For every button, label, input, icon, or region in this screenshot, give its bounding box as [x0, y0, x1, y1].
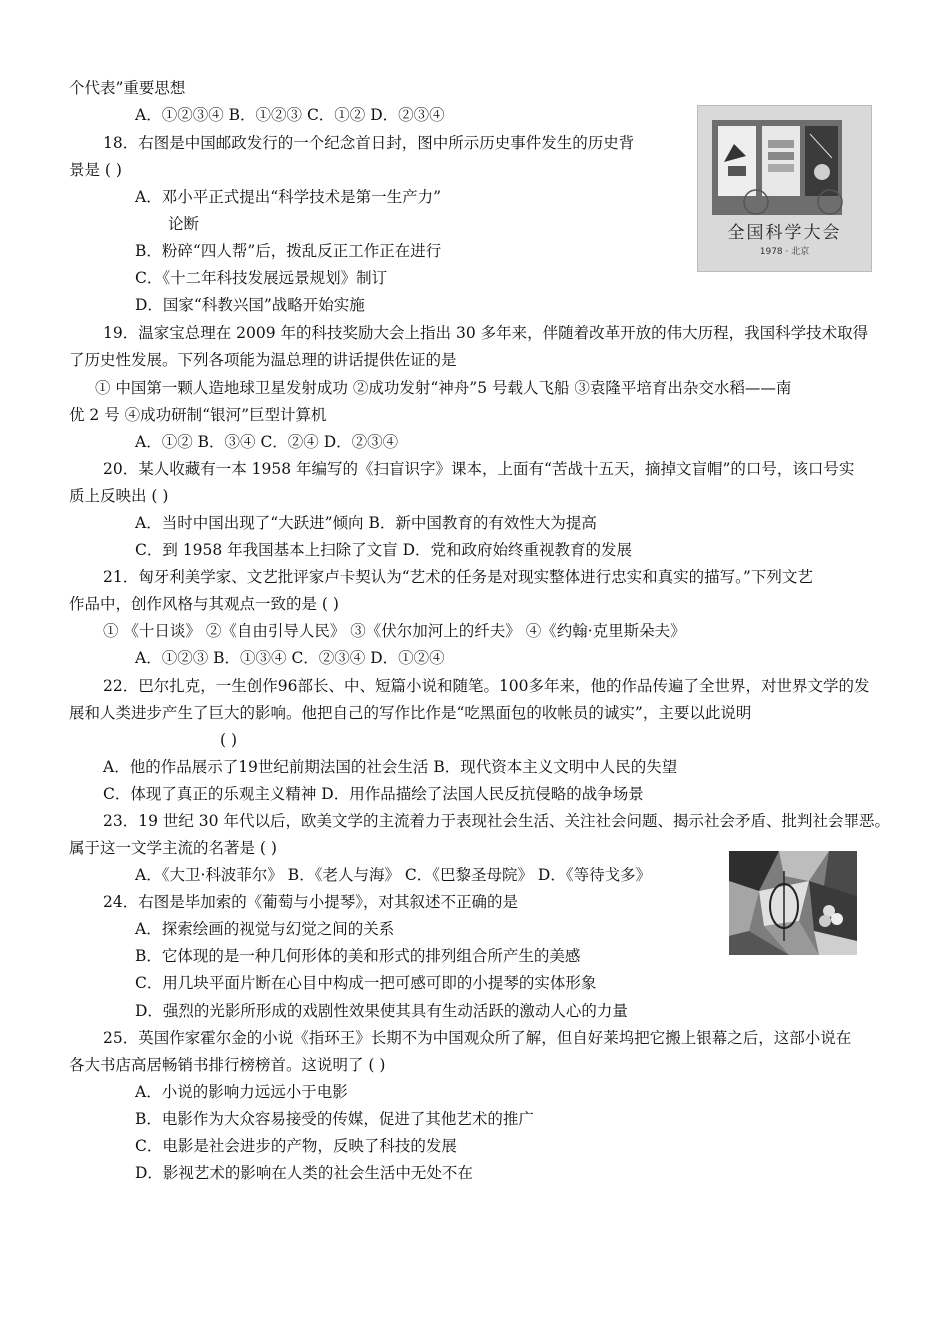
q24-option-c: C．用几块平面片断在心目中构成一把可感可即的小提琴的实体形象	[135, 974, 597, 992]
q24-option-a: A．探索绘画的视觉与幻觉之间的关系	[135, 920, 395, 938]
stamp-subcaption: 1978 · 北京	[759, 247, 810, 257]
q24-option-d: D．强烈的光影所形成的戏剧性效果使其具有生动活跃的激动人心的力量	[135, 1002, 628, 1020]
q25-stem: 各大书店高居畅销书排行榜榜首。这说明了 ( )	[69, 1056, 386, 1074]
q21-stem: 21．匈牙利美学家、文艺批评家卢卡契认为“艺术的任务是对现实整体进行忠实和真实的描写。”下列文艺	[103, 568, 813, 586]
q20-stem: 20．某人收藏有一本 1958 年编写的《扫盲识字》课本，上面有“苦战十五天，摘掉文盲帽”的口号，该口号实	[103, 460, 855, 478]
q20-stem: 质上反映出 ( )	[69, 487, 169, 505]
q21-stem: 作品中，创作风格与其观点一致的是 ( )	[69, 595, 339, 613]
q24-stem: 24．右图是毕加索的《葡萄与小提琴》，对其叙述不正确的是	[103, 893, 518, 911]
q23-stem: 23．19 世纪 30 年代以后，欧美文学的主流着力于表现社会生活、关注社会问题、揭示社会矛盾、批判社会罪恶。	[103, 812, 890, 830]
q19-stem: 了历史性发展。下列各项能为温总理的讲话提供佐证的是	[69, 351, 457, 369]
q25-option-d: D．影视艺术的影响在人类的社会生活中无处不在	[135, 1164, 473, 1182]
stamp-sheet-image	[697, 105, 872, 272]
q19-stem: 19．温家宝总理在 2009 年的科技奖励大会上指出 30 多年来，伴随着改革开放的伟大历程，我国科学技术取得	[103, 324, 869, 342]
q22-stem: 展和人类进步产生了巨大的影响。他把自己的写作比作是“吃黑面包的收帐员的诚实”，主要以此说明	[69, 704, 752, 722]
q21-items: ① 《十日谈》 ②《自由引导人民》 ③《伏尔加河上的纤夫》 ④《约翰·克里斯朵夫》	[103, 622, 686, 640]
q25-option-a: A．小说的影响力远远小于电影	[135, 1083, 348, 1101]
q22-stem: 22．巴尔扎克，一生创作96部长、中、短篇小说和随笔。100多年来，他的作品传遍了全世界，对世界文学的发	[103, 677, 870, 695]
q21-options: A．①②③ B．①③④ C．②③④ D．①②④	[135, 649, 445, 667]
q20-options: C．到 1958 年我国基本上扫除了文盲 D．党和政府始终重视教育的发展	[135, 541, 633, 559]
q25-option-c: C．电影是社会进步的产物，反映了科技的发展	[135, 1137, 457, 1155]
q18-stem: 景是 ( )	[69, 161, 122, 179]
q18-option-c: C．《十二年科技发展远景规划》制订	[135, 269, 388, 287]
q22-options: A．他的作品展示了19世纪前期法国的社会生活 B．现代资本主义文明中人民的失望	[103, 758, 678, 776]
q18-option-d: D．国家“科教兴国”战略开始实施	[135, 296, 365, 314]
q22-stem: ( )	[220, 731, 238, 749]
q18-option-a: A．邓小平正式提出“科学技术是第一生产力”	[135, 188, 442, 206]
picasso-painting-image	[729, 851, 857, 955]
q22-options: C．体现了真正的乐观主义精神 D．用作品描绘了法国人民反抗侵略的战争场景	[103, 785, 644, 803]
q18-stem: 18．右图是中国邮政发行的一个纪念首日封，图中所示历史事件发生的历史背	[103, 134, 635, 152]
q23-stem: 属于这一文学主流的名著是 ( )	[69, 839, 277, 857]
q18-option-b: B．粉碎“四人帮”后，拨乱反正工作正在进行	[135, 242, 442, 260]
q25-stem: 25．英国作家霍尔金的小说《指环王》长期不为中国观众所了解，但自好莱坞把它搬上银幕之后，这部小说在	[103, 1029, 852, 1047]
q20-options: A．当时中国出现了“大跃进”倾向 B．新中国教育的有效性大为提高	[135, 514, 597, 532]
q19-items: ① 中国第一颗人造地球卫星发射成功 ②成功发射“神舟”5 号载人飞船 ③袁隆平培育出杂交水稻——南	[95, 379, 792, 397]
q24-option-b: B．它体现的是一种几何形体的美和形式的排列组合所产生的美感	[135, 947, 581, 965]
stamp-caption: 全国科学大会	[727, 223, 842, 243]
q17-options: A．①②③④ B．①②③ C．①② D．②③④	[135, 106, 445, 124]
q25-option-b: B．电影作为大众容易接受的传媒，促进了其他艺术的推广	[135, 1110, 534, 1128]
text-line: 个代表”重要思想	[69, 79, 186, 97]
q18-option-a: 论断	[168, 215, 200, 233]
q19-items: 优 2 号 ④成功研制“银河”巨型计算机	[69, 406, 327, 424]
q23-options: A．《大卫·科波菲尔》 B．《老人与海》 C．《巴黎圣母院》 D．《等待戈多》	[135, 866, 652, 884]
q19-options: A．①② B．③④ C．②④ D．②③④	[135, 433, 399, 451]
